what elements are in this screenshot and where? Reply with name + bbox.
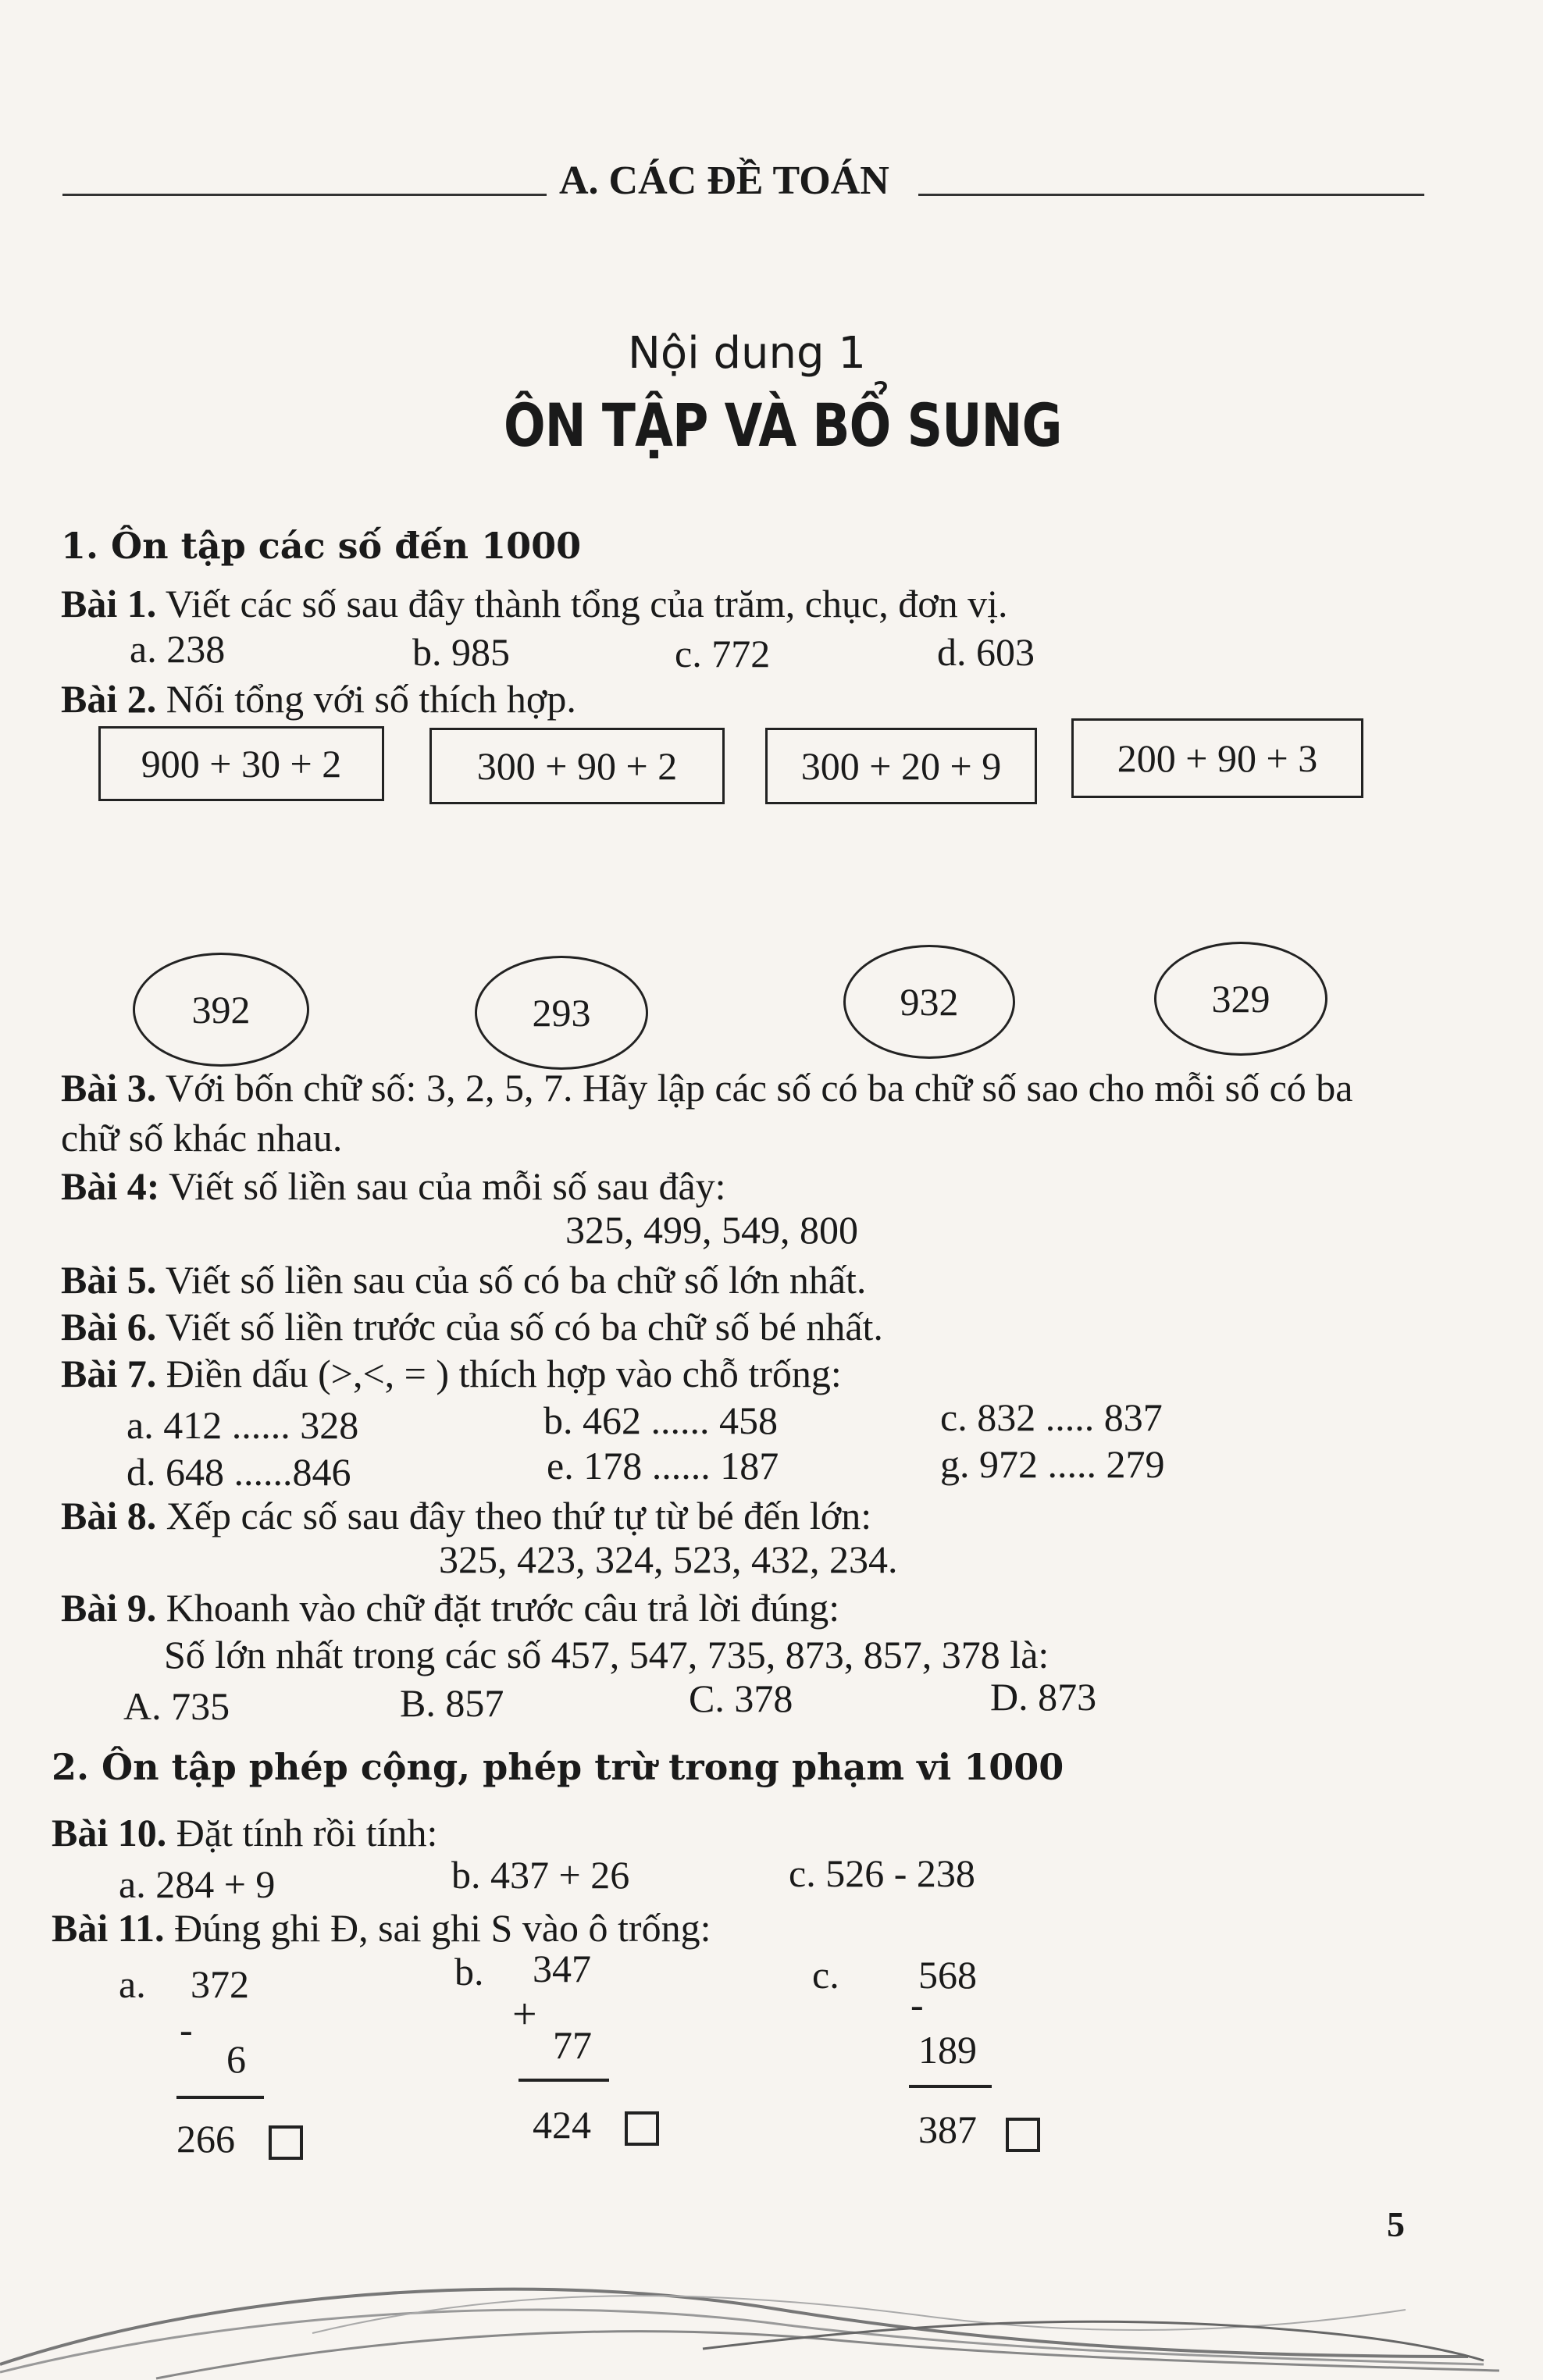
bai-9-opt-c[interactable]: C. 378	[689, 1676, 793, 1720]
bai-6-label: Bài 6.	[61, 1305, 157, 1349]
bai-9-text: Khoanh vào chữ đặt trước câu trả lời đúng:	[166, 1586, 840, 1630]
bai-11	[52, 1906, 711, 1950]
bai-11a-bottom: 6	[226, 2037, 246, 2081]
bai-8-text: Xếp các số sau đây theo thứ tự từ bé đến lớn:	[166, 1494, 872, 1537]
bai-8	[61, 1496, 871, 1535]
bai-11c-result: 387	[918, 2107, 977, 2151]
bai-11c-top: 568	[918, 1953, 977, 1997]
bai-4	[61, 1164, 726, 1208]
bai-1	[61, 584, 1008, 623]
bai-1-opt-b: b. 985	[412, 630, 510, 674]
bai-4-label: Bài 4:	[61, 1164, 160, 1208]
bai-7-item-a: a. 412 ...... 328	[127, 1403, 359, 1447]
bai-7-item-d: d. 648 ......846	[127, 1450, 351, 1494]
bai-1-opt-c: c. 772	[675, 632, 771, 675]
bai-5-text: Viết số liền sau của số có ba chữ số lớn nhất.	[165, 1258, 867, 1302]
sum-box-4[interactable]: 200 + 90 + 3	[1071, 718, 1363, 798]
bai-11b-top: 347	[533, 1947, 591, 1990]
bai-7-item-b: b. 462 ...... 458	[543, 1398, 778, 1442]
bai-5-label: Bài 5.	[61, 1258, 157, 1302]
sum-box-1[interactable]: 900 + 30 + 2	[98, 726, 384, 801]
bai-11b-rule	[518, 2079, 609, 2082]
bai-7-label: Bài 7.	[61, 1352, 157, 1395]
bai-11c-bottom: 189	[918, 2028, 977, 2072]
bai-7	[61, 1354, 842, 1393]
bai-10-opt-a: a. 284 + 9	[119, 1862, 276, 1906]
bai-9-opt-b[interactable]: B. 857	[400, 1681, 504, 1725]
number-oval-2[interactable]: 293	[475, 956, 648, 1070]
number-oval-4[interactable]: 329	[1154, 942, 1327, 1056]
bai-11a-op: -	[180, 2008, 193, 2051]
bai-11b-answer-box[interactable]	[625, 2111, 659, 2146]
bai-11b-label: b.	[454, 1950, 484, 1993]
bai-9-opt-d[interactable]: D. 873	[990, 1675, 1097, 1719]
bai-7-item-g: g. 972 ..... 279	[940, 1442, 1165, 1486]
bai-2-label: Bài 2.	[61, 677, 157, 721]
bai-7-item-e: e. 178 ...... 187	[547, 1444, 779, 1488]
number-oval-1[interactable]: 392	[133, 953, 309, 1067]
bai-1-label: Bài 1.	[61, 582, 157, 625]
sum-box-3[interactable]: 300 + 20 + 9	[765, 728, 1037, 804]
section-1-title: 1. Ôn tập các số đến 1000	[61, 525, 582, 567]
bai-11a-result: 266	[176, 2117, 235, 2161]
page-number: 5	[1387, 2204, 1405, 2244]
bai-11c-op: -	[910, 1983, 924, 2026]
bai-2	[61, 677, 576, 721]
number-oval-3[interactable]: 932	[843, 945, 1015, 1059]
bai-11-text: Đúng ghi Đ, sai ghi S vào ô trống:	[173, 1906, 711, 1950]
bai-9-question: Số lớn nhất trong các số 457, 547, 735, 873, 857, 378 là:	[164, 1633, 1049, 1676]
bai-9-opt-a[interactable]: A. 735	[123, 1684, 230, 1728]
bai-5	[61, 1258, 867, 1302]
bai-11a-top: 372	[191, 1962, 249, 2006]
bai-6-text: Viết số liền trước của số có ba chữ số bé nhất.	[165, 1305, 883, 1349]
bai-11-label: Bài 11.	[52, 1906, 165, 1950]
bai-7-item-c: c. 832 ..... 837	[940, 1395, 1163, 1439]
bai-4-numbers: 325, 499, 549, 800	[565, 1208, 858, 1252]
bai-11a-label: a.	[119, 1962, 146, 2006]
bai-11c-answer-box[interactable]	[1006, 2118, 1040, 2152]
bai-8-label: Bài 8.	[61, 1494, 157, 1537]
bai-2-text: Nối tổng với số thích hợp.	[166, 677, 576, 721]
bai-3	[61, 1066, 1353, 1110]
bai-3-text-cont: chữ số khác nhau.	[61, 1116, 343, 1160]
header-title: A. CÁC ĐỀ TOÁN	[559, 159, 889, 203]
bai-9-label: Bài 9.	[61, 1586, 157, 1630]
bai-3-text: Với bốn chữ số: 3, 2, 5, 7. Hãy lập các số có ba chữ số sao cho mỗi số có ba	[165, 1066, 1353, 1110]
header-rule-left	[62, 194, 547, 196]
bai-11c-rule	[909, 2085, 992, 2088]
bai-10-text: Đặt tính rồi tính:	[176, 1811, 438, 1854]
bai-11a-rule	[176, 2096, 264, 2099]
bai-10-opt-c: c. 526 - 238	[789, 1851, 975, 1895]
bai-11b-result: 424	[533, 2103, 591, 2147]
bai-11a-answer-box[interactable]	[269, 2125, 303, 2160]
bai-1-opt-d: d. 603	[937, 630, 1035, 674]
bai-4-text: Viết số liền sau của mỗi số sau đây:	[169, 1164, 726, 1208]
bai-6	[61, 1305, 883, 1349]
bai-10-label: Bài 10.	[52, 1811, 167, 1854]
chapter-label: Nội dung 1	[628, 328, 867, 379]
section-2-title: 2. Ôn tập phép cộng, phép trừ trong phạm vi 1000	[52, 1746, 1064, 1788]
bai-7-text: Điền dấu (>,<, = ) thích hợp vào chỗ trống:	[166, 1352, 842, 1395]
bai-10	[52, 1813, 437, 1852]
bai-9	[61, 1586, 840, 1630]
bai-11c-label: c.	[812, 1953, 839, 1997]
bai-3-label: Bài 3.	[61, 1066, 157, 1110]
chapter-title: ÔN TẬP VÀ BỔ SUNG	[504, 390, 1062, 460]
footer-swoosh-decoration	[0, 2239, 1543, 2380]
sum-box-2[interactable]: 300 + 90 + 2	[429, 728, 725, 804]
bai-11b-bottom: 77	[553, 2023, 592, 2067]
bai-1-text: Viết các số sau đây thành tổng của trăm, chục, đơn vị.	[165, 582, 1008, 625]
bai-11b-op: +	[512, 1990, 537, 2039]
bai-1-opt-a: a. 238	[130, 627, 226, 671]
header-rule-right	[918, 194, 1424, 196]
bai-10-opt-b: b. 437 + 26	[451, 1853, 630, 1897]
bai-8-numbers: 325, 423, 324, 523, 432, 234.	[439, 1537, 898, 1581]
